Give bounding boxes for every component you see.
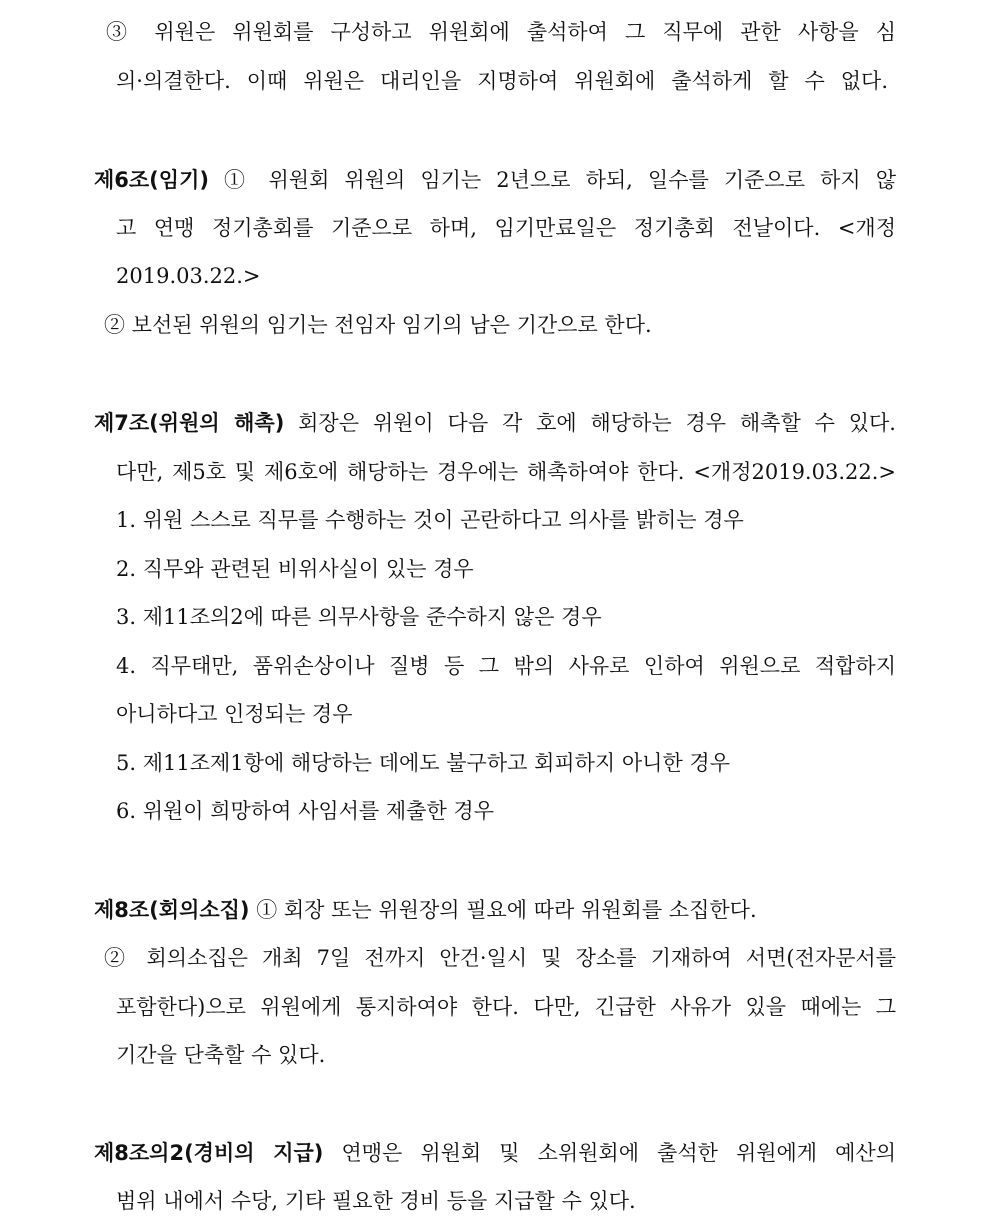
article7-item4-line1: 4. 직무태만, 품위손상이나 질병 등 그 밖의 사유로 인하여 위원으로 적합하지 bbox=[116, 654, 896, 678]
article5-para3-line1: ③ 위원은 위원회를 구성하고 위원회에 출석하여 그 직무에 관한 사항을 심 bbox=[106, 20, 896, 44]
article8-para2-line2: 포함한다)으로 위원에게 통지하여야 한다. 다만, 긴급한 사유가 있을 때에는 그 bbox=[116, 995, 896, 1019]
article8-2-heading: 제8조의2(경비의 지급) bbox=[94, 1141, 324, 1165]
article8-heading: 제8조(회의소집) bbox=[94, 898, 250, 922]
article6-para2: ② 보선된 위원의 임기는 전임자 임기의 남은 기간으로 한다. bbox=[104, 313, 652, 337]
article7-item6: 6. 위원이 희망하여 사임서를 제출한 경우 bbox=[116, 799, 494, 823]
article6-para1-text: ① 위원회 위원의 임기는 2년으로 하되, 일수를 기준으로 하지 않 bbox=[224, 168, 896, 192]
article6-heading: 제6조(임기) bbox=[94, 168, 209, 192]
article8-2-line2: 범위 내에서 수당, 기타 필요한 경비 등을 지급할 수 있다. bbox=[116, 1189, 636, 1213]
article7-heading: 제7조(위원의 해촉) bbox=[94, 411, 285, 435]
article6-line1 bbox=[94, 166, 896, 194]
article5-para3-line2: 의·의결한다. 이때 위원은 대리인을 지명하여 위원회에 출석하게 할 수 없다. bbox=[116, 69, 888, 93]
article6-para1-line2: 고 연맹 정기총회를 기준으로 하며, 임기만료일은 정기총회 전날이다. <개정 bbox=[116, 216, 896, 240]
article8-line1 bbox=[94, 896, 757, 924]
article7-item1: 1. 위원 스스로 직무를 수행하는 것이 곤란하다고 의사를 밝히는 경우 bbox=[116, 508, 744, 532]
article7-intro-text: 회장은 위원이 다음 각 호에 해당하는 경우 해촉할 수 있다. bbox=[298, 411, 896, 435]
article7-line1 bbox=[94, 409, 896, 437]
article7-item4-line2: 아니하다고 인정되는 경우 bbox=[116, 702, 353, 726]
article8-para2-line3: 기간을 단축할 수 있다. bbox=[116, 1043, 326, 1067]
article7-item3: 3. 제11조의2에 따른 의무사항을 준수하지 않은 경우 bbox=[116, 605, 602, 629]
article7-intro-line2: 다만, 제5호 및 제6호에 해당하는 경우에는 해촉하여야 한다. <개정2019.03.22.> bbox=[116, 460, 896, 484]
article7-item5: 5. 제11조제1항에 해당하는 데에도 불구하고 회피하지 아니한 경우 bbox=[116, 751, 730, 775]
article8-2-text: 연맹은 위원회 및 소위원회에 출석한 위원에게 예산의 bbox=[341, 1141, 896, 1165]
article8-para1-text: ① 회장 또는 위원장의 필요에 따라 위원회를 소집한다. bbox=[256, 898, 757, 922]
article7-item2: 2. 직무와 관련된 비위사실이 있는 경우 bbox=[116, 557, 474, 581]
article8-2-line1 bbox=[94, 1139, 896, 1167]
article6-para1-line3: 2019.03.22.> bbox=[116, 264, 261, 288]
article8-para2-line1: ② 회의소집은 개최 7일 전까지 안건·일시 및 장소를 기재하여 서면(전자문서를 bbox=[104, 946, 896, 970]
